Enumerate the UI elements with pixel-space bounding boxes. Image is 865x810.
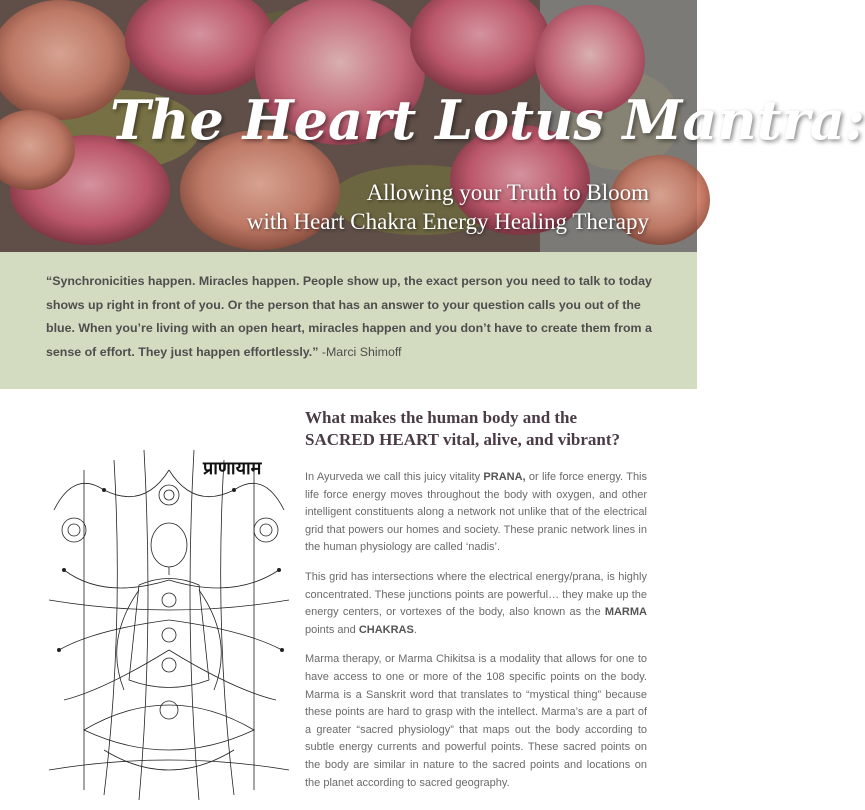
paragraph-grid (305, 569, 647, 639)
quote-author: -Marci Shimoff (318, 344, 402, 359)
p1-text-a: In Ayurveda we call this juicy vitality (305, 471, 484, 483)
p2-marma-term: MARMA (604, 606, 647, 619)
p1-prana-term: PRANA, (483, 471, 526, 483)
hero-banner (0, 0, 865, 252)
pranayama-caption: प्राणायाम (203, 458, 262, 479)
article-column (305, 407, 647, 804)
p1-text-c: or life force energy. This life force energy moves throughout the body with oxygen, and other intelligent constituents along a network not unlike that of the electrical grid that powers our homes and society. These pranic network lines in the human physiology are called ‘nadis’. (305, 471, 648, 554)
hero-subtitle-line1: Allowing your Truth to Bloom (366, 180, 649, 205)
quote-body: “Synchronicities happen. Miracles happen. People show up, the exact person you need to talk to today shows up right in front of you. Or the person that has an answer to your question calls you out of the blue. When you’re living with an open heart, miracles happen and you don’t have to create them from a sense of effort. They just happen effortlessly.” (46, 274, 652, 359)
article-heading: What makes the human body and the SACRED HEART vital, alive, and vibrant? (305, 408, 621, 449)
paragraph-marma: Marma therapy, or Marma Chikitsa is a modality that allows for one to have access to one or more of the 108 specific points on the body. Marma is a Sanskrit word that translates to “mystical thing” because these points are hard to grasp with the intellect. Marma’s are a part of a greater “sacred physiology” that maps out the body according to subtle energy currents and powerful points. These sacred points on the body are similar in nature to the sacred points and locations on the planet according to sacred geography. (305, 653, 647, 789)
hero-title: The Heart Lotus Mantra: (110, 88, 865, 152)
pranayama-illustration (44, 450, 294, 805)
p2-text-c: points and (305, 623, 359, 636)
quote-band (0, 252, 697, 389)
p2-text-e: . (413, 623, 417, 636)
paragraph-prana (305, 469, 647, 557)
p2-chakras-term: CHAKRAS (358, 623, 414, 636)
yogi-nadis-drawing (44, 450, 294, 805)
hero-subtitle-line2: with Heart Chakra Energy Healing Therapy (246, 209, 649, 234)
quote-text (46, 270, 656, 364)
p2-text-a: This grid has intersections where the electrical energy/prana, is highly concentrated. These junctions points are powerful… they make up the energy centers, or vortexes of the body, also known as the (305, 570, 647, 619)
